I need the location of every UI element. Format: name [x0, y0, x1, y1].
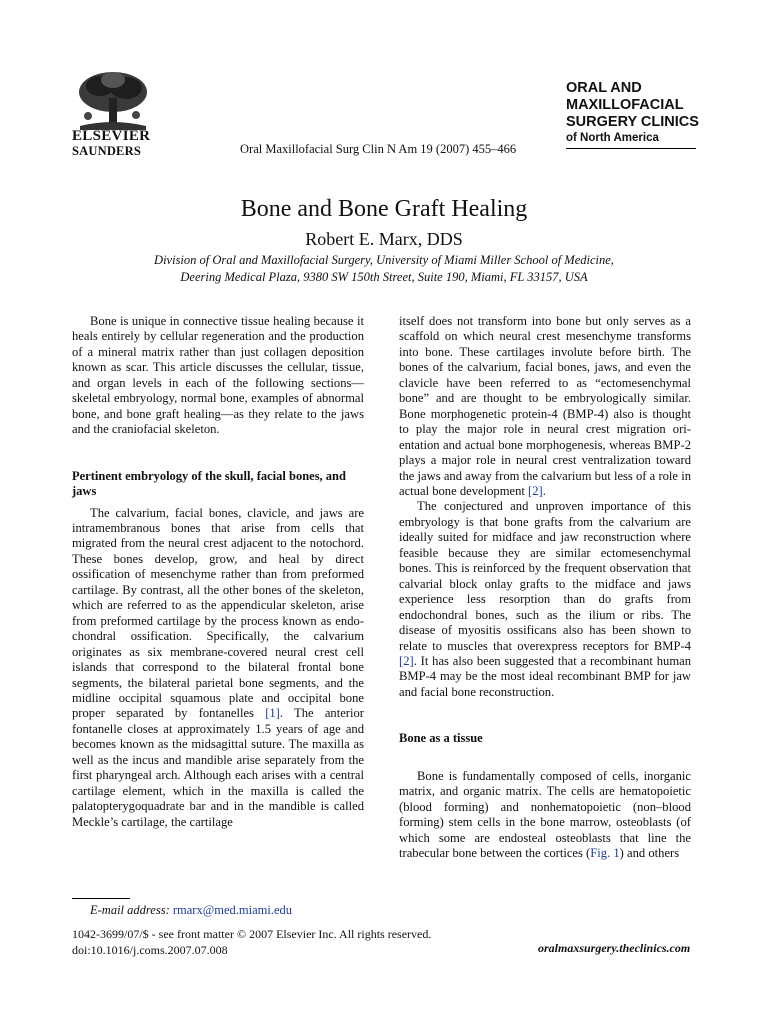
- publisher-imprint: SAUNDERS: [72, 144, 141, 158]
- reference-link[interactable]: [2]: [528, 483, 543, 498]
- email-label: E-mail address:: [90, 903, 170, 917]
- body-paragraph: itself does not transform into bone but only serves as a scaffold on which neural crest mesenchyme transforms into bone. These cartilages involute before birth. The bones of the calvarium, facial bones, jaws, and even the clavicle have been referred to as “ectomesenchymal bone” and are thought to be embryologically similar. Bone morphogenetic protein-4 (BMP-4) also is thought to play the major role in neural crest migration orientation and actual bone morphogenesis, whereas BMP-2 plays a major role in neural crest ventralization toward the jaws and away from the calvarium but less of a role in actual bone development [2].: [399, 314, 691, 498]
- author-email-footnote: [90, 903, 292, 918]
- article-title: Bone and Bone Graft Healing: [240, 196, 528, 222]
- section-heading-embryology: Pertinent embryology of the skull, facial bones, and jaws: [72, 468, 346, 499]
- journal-citation: Oral Maxillofacial Surg Clin N Am 19 (2007) 455–466: [240, 142, 517, 156]
- left-column: [72, 314, 364, 830]
- reference-link[interactable]: [1]: [265, 706, 280, 721]
- body-paragraph: The conjectured and unproven importance of this embryology is that bone grafts from the calvarium are ideally suited for midface and jaw reconstruction where feasible because they are similar ectomesenchymal bones. This is reinforced by the frequent observation that calvarial block onlay grafts to the midface and jaws experience less resorption than do grafts from endochondral bones, such as the ilium or ribs. The disease of myositis ossificans also has been shown to relate to muscles that overexpress receptors for BMP-4 [2]. It has also been suggested that a recombinant human BMP-4 may be the most ideal recombinant BMP for jaw and facial bone reconstruction.: [399, 499, 691, 699]
- reference-link[interactable]: [2]: [399, 653, 414, 668]
- right-column: [399, 314, 691, 862]
- journal-title-line: MAXILLOFACIAL: [566, 97, 684, 113]
- journal-title-line: ORAL AND: [566, 80, 642, 96]
- affiliation-line: Division of Oral and Maxillofacial Surgery, University of Miami Miller School of Medicine,: [154, 253, 614, 267]
- footnote-divider: [72, 898, 130, 899]
- author-email-link[interactable]: rmarx@med.miami.edu: [172, 903, 292, 917]
- figure-link[interactable]: Fig. 1: [590, 846, 620, 861]
- journal-website-link[interactable]: oralmaxsurgery.theclinics.com: [538, 941, 691, 955]
- journal-title-line: SURGERY CLINICS: [566, 114, 699, 130]
- abstract-paragraph: Bone is unique in connective tissue healing because it heals entirely by cellular regeneration and the production of a mineral matrix rather than just collagen deposition known as scar. This article discusses the cellular, tissue, and organ levels in each of the following sections—skeletal embryology, normal bone, examples of abnormal bone, and bone graft healing—as they relate to the jaws and the craniofacial skeleton.: [72, 314, 364, 437]
- copyright-line: 1042-3699/07/$ - see front matter © 2007 Elsevier Inc. All rights reserved.: [72, 927, 432, 941]
- article-author: Robert E. Marx, DDS: [305, 229, 463, 249]
- body-paragraph: The calvarium, facial bones, clavicle, and jaws are intramembranous bones that arise from cells that migrated from the neural crest adjacent to the notochord. These bones develop, grow, and heal by direct ossification of mesenchyme rather than from preformed cartilage. By contrast, all the other bones of the skeleton, which are referred to as the appendicular skeleton, arise from preformed cartilage by the process known as endochondral ossification. Specifically, the calvarium originates as six membrane-covered neural crest cell islands that correspond to the bilateral frontal bone segments, the bilateral parietal bone segments, and the midline occipital squamous plate and occipital bone proper separated by fontanelles [1]. The anterior fontanelle closes at approximately 1.5 years of age and becomes known as the midsagittal suture. The maxilla as well as the incus and mandible arise separately from the first pharyngeal arch. Although each arises with a central cartilage element, which in the maxilla is called the palatopterygoquadrate bar and in the mandible is called Meckle’s cartilage, the cartilage: [72, 505, 364, 829]
- journal-divider: [566, 148, 696, 149]
- doi-line: doi:10.1016/j.coms.2007.07.008: [72, 942, 228, 957]
- affiliation-line: Deering Medical Plaza, 9380 SW 150th Street, Suite 190, Miami, FL 33157, USA: [180, 270, 588, 284]
- publisher-name: ELSEVIER: [72, 128, 151, 144]
- author-affiliation: [120, 252, 648, 286]
- journal-title-subline: of North America: [566, 132, 659, 144]
- body-paragraph: Bone is fundamentally composed of cells, inorganic matrix, and organic matrix. The cells are hematopoietic (blood forming) and nonhematopoietic (non–blood forming) stem cells in the bone marrow, osteoblasts (of which some are endosteal osteoblasts that line the trabecular bone between the cortices (Fig. 1) and others: [399, 768, 691, 861]
- elsevier-tree-logo-icon: [70, 68, 156, 132]
- section-heading-bone-tissue: Bone as a tissue: [399, 731, 483, 746]
- copyright-notice: [72, 927, 431, 958]
- journal-title: [566, 80, 699, 146]
